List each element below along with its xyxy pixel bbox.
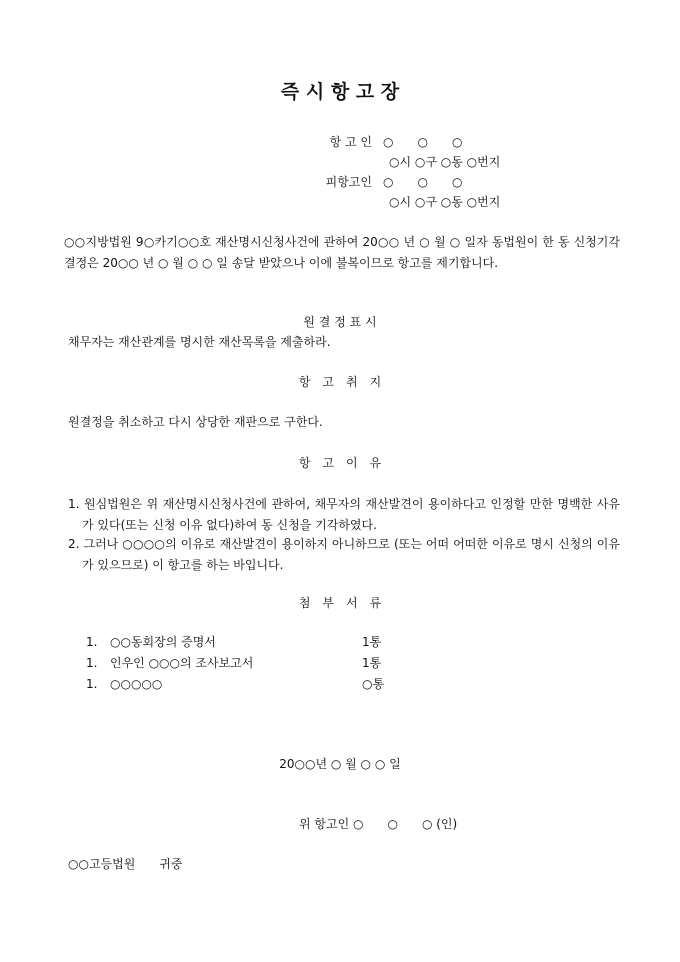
appellee-label: 피항고인 <box>325 175 372 189</box>
appellee-address: ○시 ○구 ○동 ○번지 <box>389 195 501 209</box>
document-title: 즉 시 항 고 장 <box>280 81 400 103</box>
attachment-number: 1. <box>86 677 98 691</box>
appeal-reason-item: 2. 그러나 ○○○○의 이유로 재산발견이 용이하지 아니하므로 (또는 어떠 어떠한 이유로 명시 신청의 이유가 있으므로) 이 항고를 하는 바입니다. <box>68 537 620 572</box>
attachment-number: 1. <box>86 635 98 649</box>
court-addressee: ○○고등법원 귀중 <box>68 857 183 871</box>
attachment-name: 인우인 ○○○의 조사보고서 <box>110 656 254 670</box>
document-date: 20○○년 ○ 월 ○ ○ 일 <box>279 757 401 771</box>
attachment-row <box>86 655 406 671</box>
attachment-name: ○○○○○ <box>110 677 163 691</box>
original-decision-text: 채무자는 재산관계를 명시한 재산목록을 제출하라. <box>68 335 331 349</box>
appeal-reasons-heading: 항 고 이 유 <box>298 456 382 470</box>
attachment-quantity: 1통 <box>362 656 382 670</box>
appeal-purpose-text: 원결정을 취소하고 다시 상당한 재판으로 구한다. <box>68 415 323 429</box>
signature-line: 위 항고인 ○ ○ ○ (인) <box>299 817 458 831</box>
appellant-address: ○시 ○구 ○동 ○번지 <box>389 155 501 169</box>
attachment-row <box>86 634 406 650</box>
appellant-label: 항 고 인 <box>329 135 372 149</box>
appellant-name: ○ ○ ○ <box>383 135 463 149</box>
attachments-heading: 첨 부 서 류 <box>298 596 382 610</box>
attachment-quantity: 1통 <box>362 635 382 649</box>
attachment-name: ○○동회장의 증명서 <box>110 635 216 649</box>
intro-paragraph: ○○지방법원 9○카기○○호 재산명시신청사건에 관하여 20○○ 년 ○ 월 ○ 일자 동법원이 한 동 신청기각 결정은 20○○ 년 ○ 월 ○ ○ 일 송달 받았으나 이에 불복이므로 항고를 제기합니다. <box>64 235 620 270</box>
attachment-row <box>86 676 406 692</box>
appeal-purpose-heading: 항 고 취 지 <box>298 375 382 389</box>
attachment-number: 1. <box>86 656 98 670</box>
original-decision-heading: 원 결 정 표 시 <box>303 315 377 329</box>
appeal-reason-item: 1. 원심법원은 위 재산명시신청사건에 관하여, 채무자의 재산발견이 용이하다고 인정할 만한 명백한 사유가 있다(또는 신청 이유 없다)하여 동 신청을 기각하였다. <box>68 497 620 532</box>
attachment-quantity: ○통 <box>362 677 385 691</box>
appellee-name: ○ ○ ○ <box>383 175 463 189</box>
